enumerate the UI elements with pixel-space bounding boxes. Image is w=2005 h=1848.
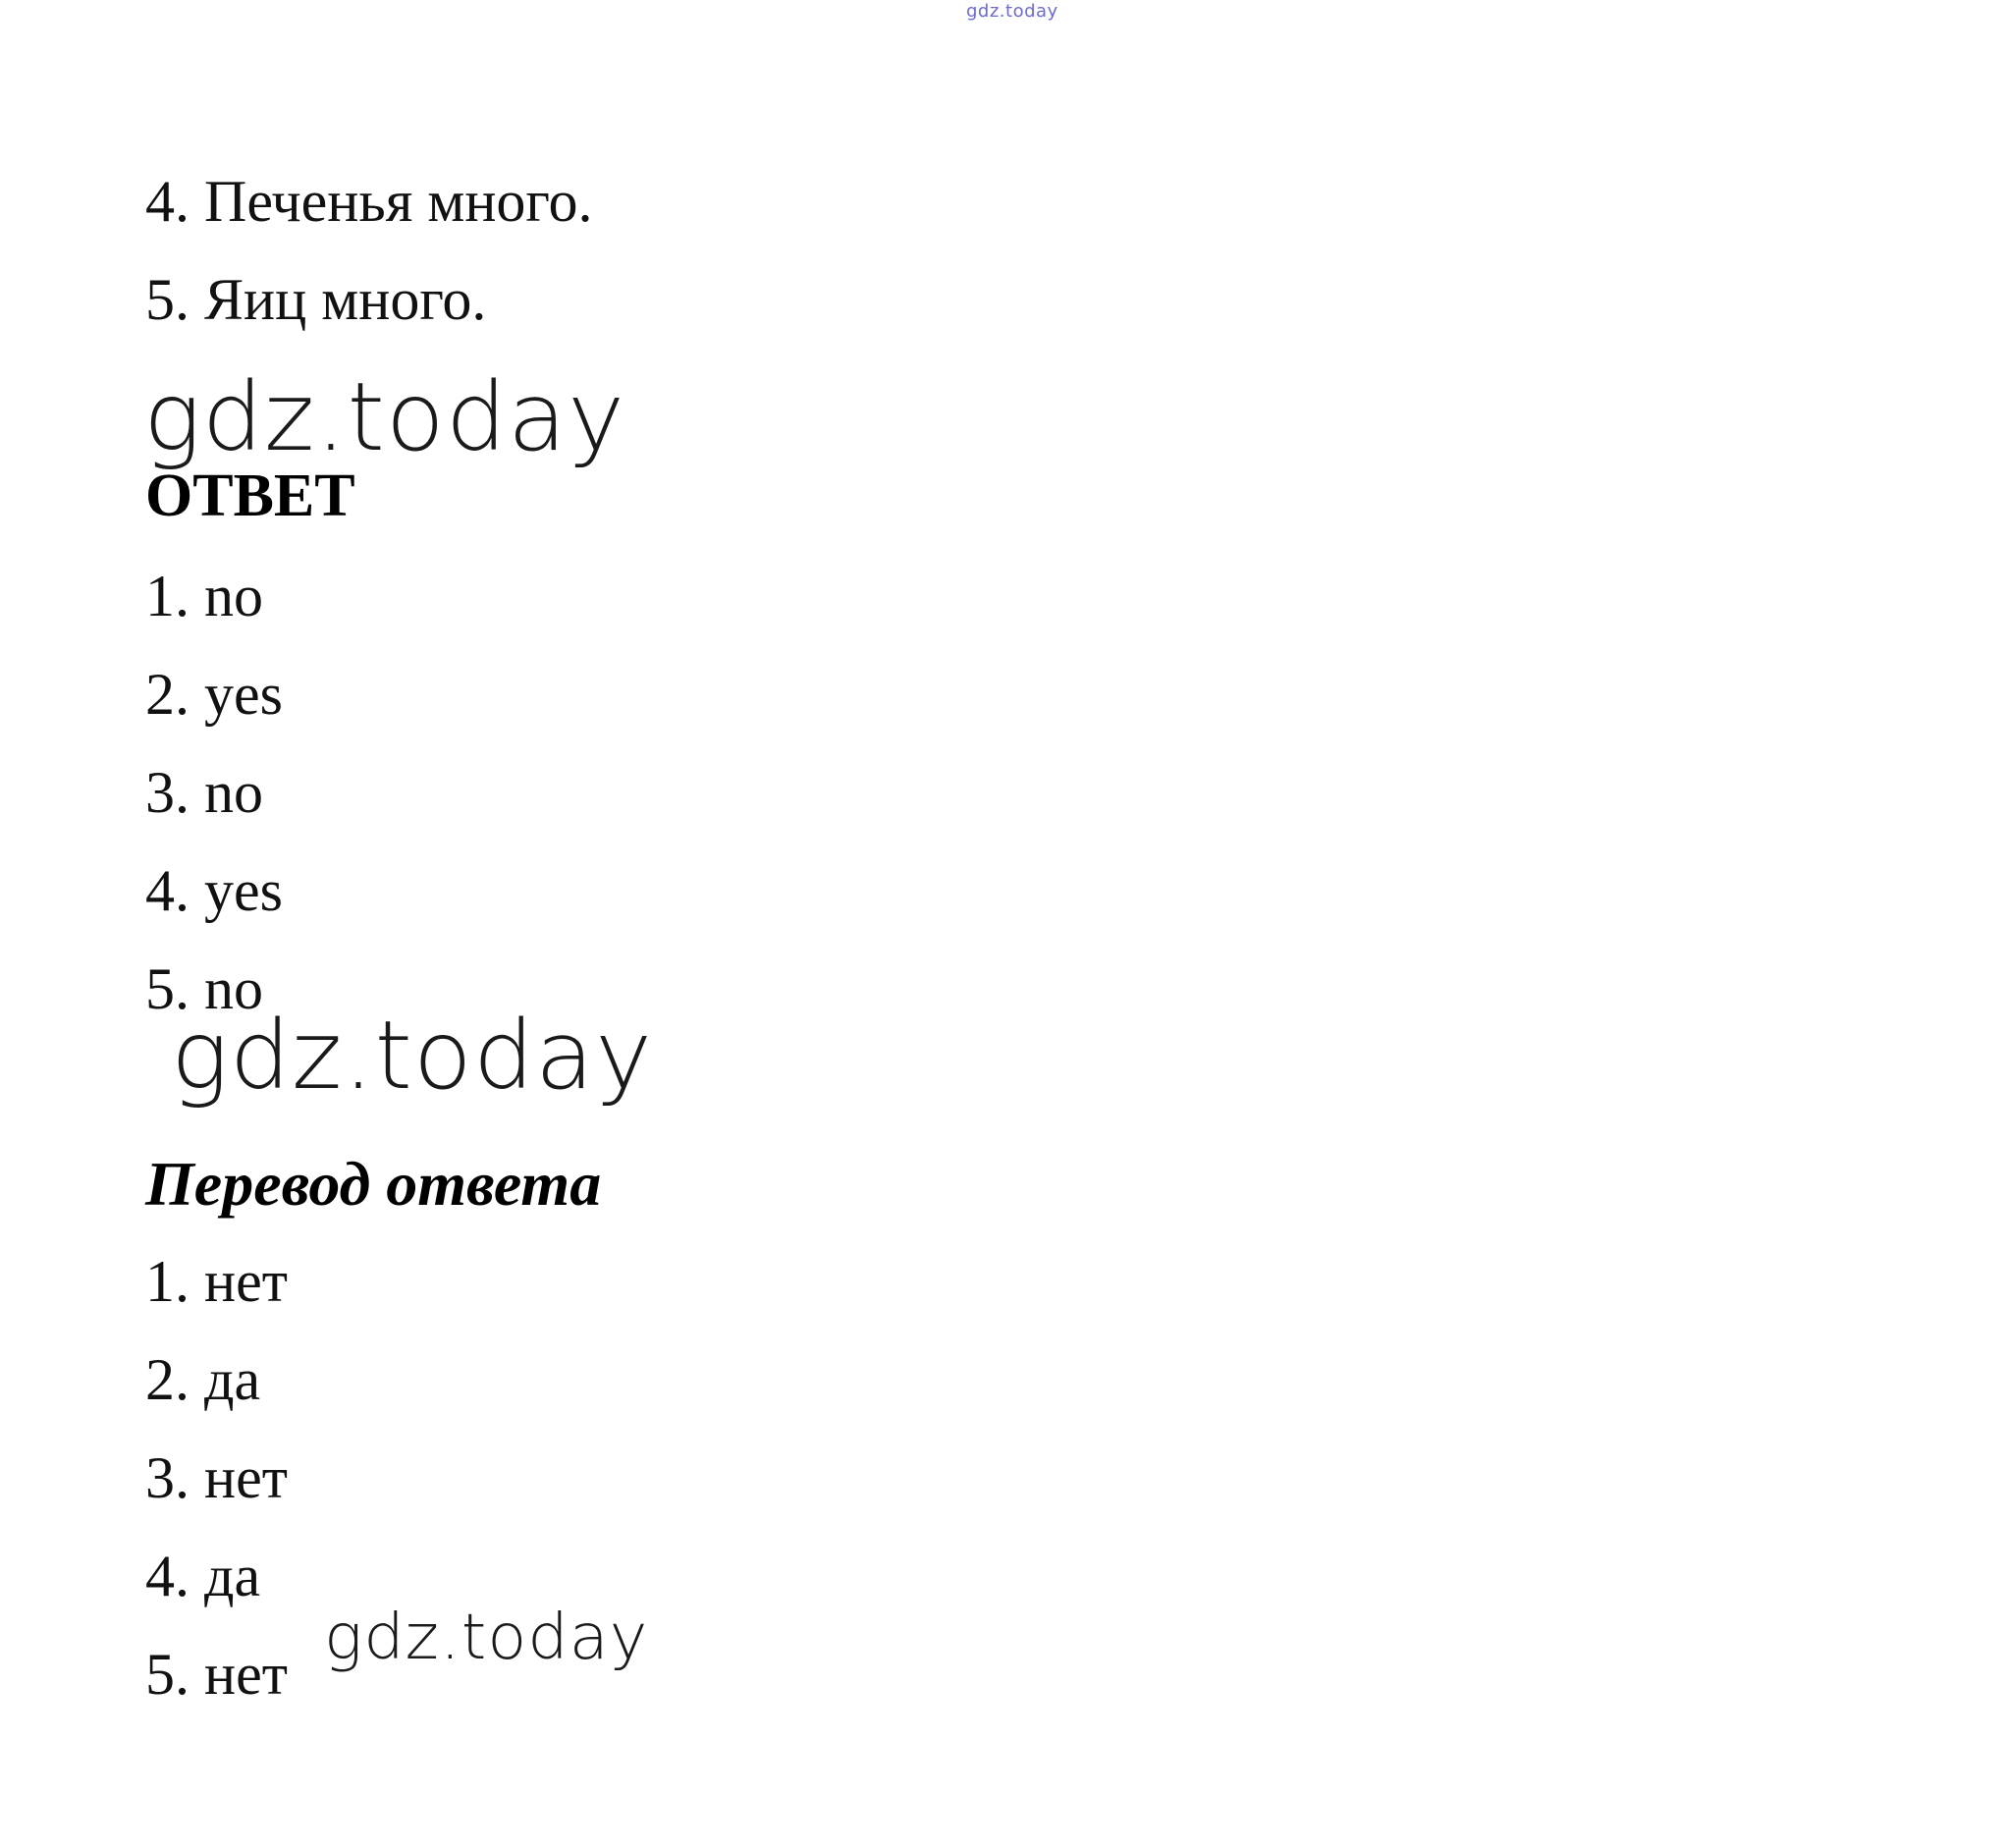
watermark-logo: gdz.today [171, 1001, 654, 1111]
watermark-logo: gdz.today [143, 362, 626, 472]
question-item: 5. Яиц много. [145, 267, 487, 332]
answer-heading: ОТВЕТ [145, 462, 355, 529]
watermark-logo: gdz.today [324, 1602, 649, 1674]
answer-item: 5. no [145, 956, 263, 1021]
answer-item: 3. no [145, 760, 263, 825]
translation-item: 4. да [145, 1544, 261, 1608]
translation-item: 1. нет [145, 1249, 288, 1314]
translation-item: 3. нет [145, 1445, 288, 1510]
answer-item: 4. yes [145, 858, 283, 923]
answer-item: 2. yes [145, 662, 283, 727]
answer-item: 1. no [145, 564, 263, 628]
translation-item: 2. да [145, 1347, 261, 1412]
translation-heading: Перевод ответа [145, 1149, 602, 1219]
header-watermark: gdz.today [966, 1, 1058, 22]
question-item: 4. Печенья много. [145, 169, 593, 234]
translation-item: 5. нет [145, 1642, 288, 1707]
